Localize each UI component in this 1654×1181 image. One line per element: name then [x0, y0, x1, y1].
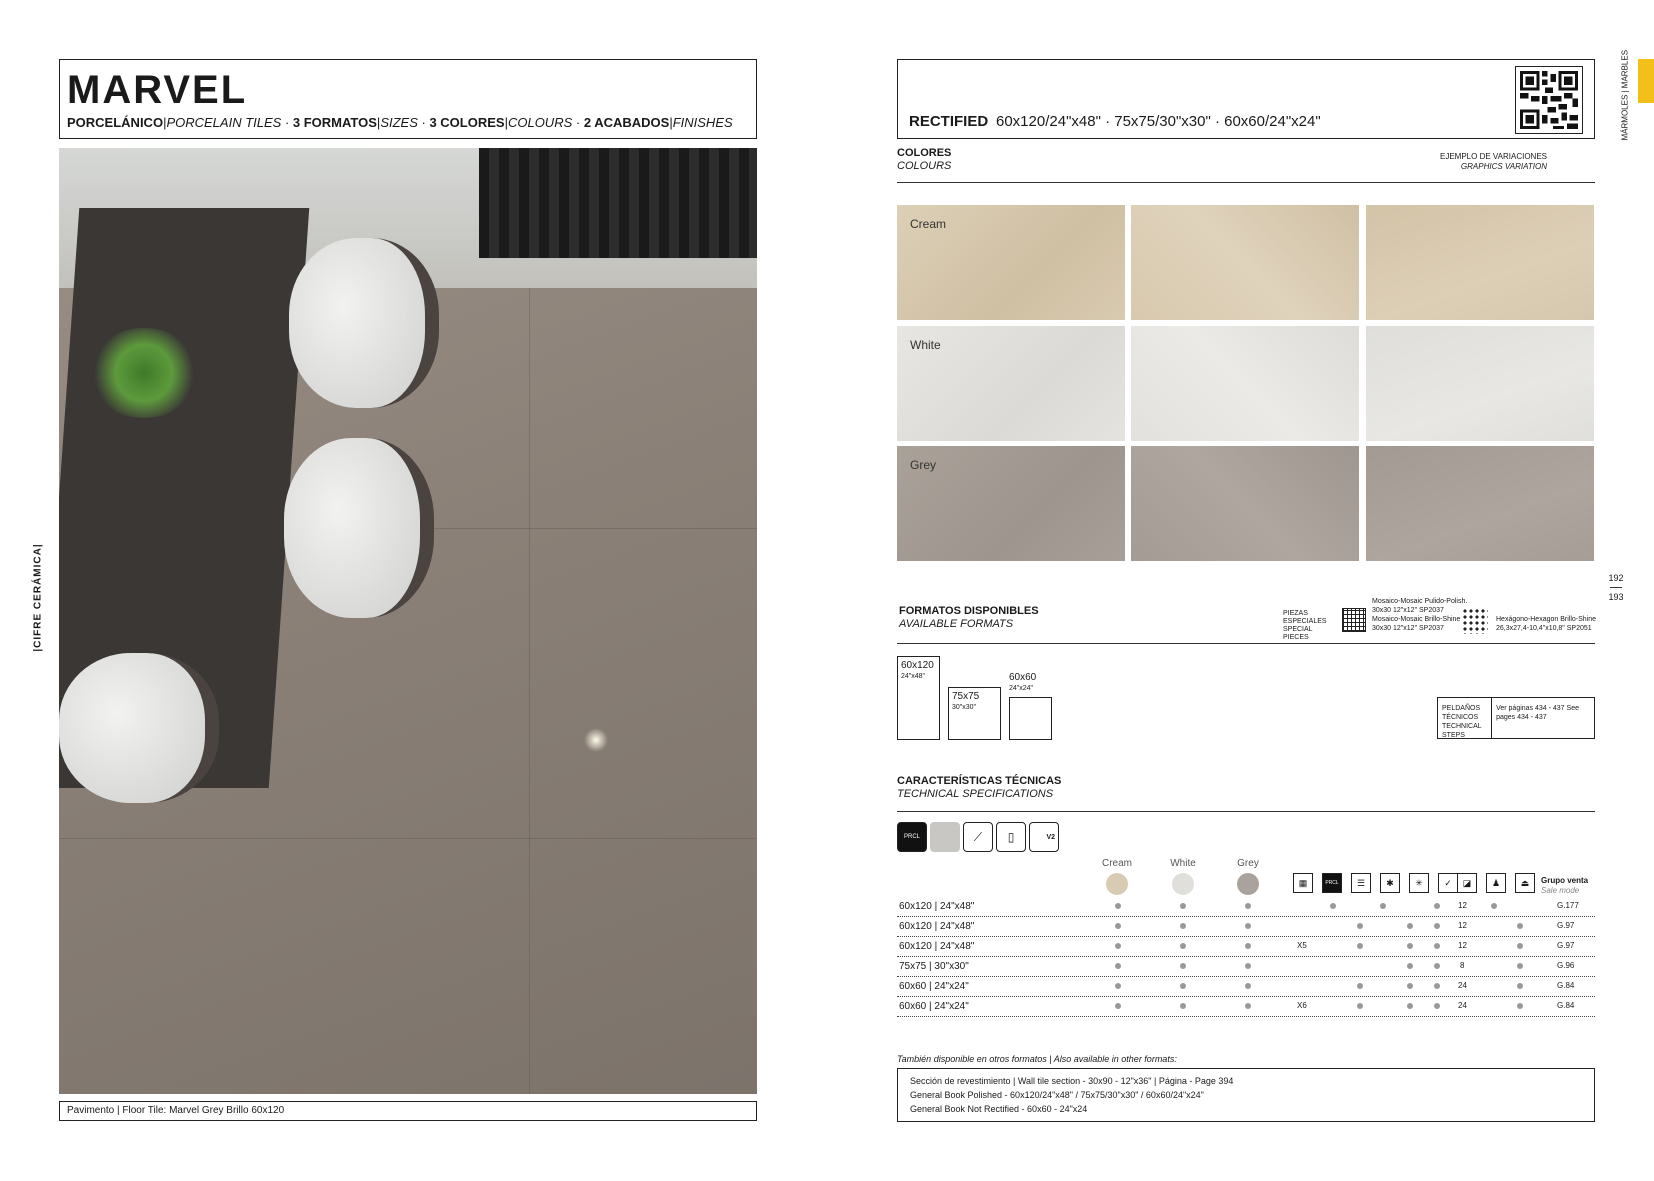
check-icon: ✓: [1438, 873, 1458, 893]
table-row: 60x120 | 24"x48" 12 G.177: [897, 897, 1595, 917]
format-60x120: 60x120 24"x48": [897, 656, 940, 740]
tile-cream-1: [897, 205, 1125, 320]
also-available-label: También disponible en otros formatos | Also available in other formats:: [897, 1054, 1177, 1064]
divider: [897, 182, 1595, 183]
mosaic-shine-label: Mosaico-Mosaic Brillo-Shine: [1372, 616, 1461, 623]
brand-side-label: |CIFRE CERÁMICA|: [32, 543, 44, 652]
table-row: 60x60 | 24"x24" X6 24 G.84: [897, 997, 1595, 1017]
tile-grey-3: [1366, 446, 1594, 561]
title-box: [59, 59, 757, 139]
also-available-box: Sección de revestimiento | Wall tile section - 30x90 - 12"x36" | Página - Page 394 General Book Polished - 60x120/24"x48" / 75x75/30"x30" / 60x60/24"x24" General Book Not Rectified - 60x60 - 24"x24: [897, 1068, 1595, 1122]
qr-code-icon[interactable]: [1515, 66, 1583, 134]
hexagon-label: Hexágono-Hexagon Brillo-Shine: [1496, 616, 1597, 623]
tile-cream-2: [1131, 205, 1359, 320]
special-pieces-label: PIEZAS ESPECIALES SPECIAL PIECES: [1283, 610, 1327, 641]
mosaic-shine-size: 30x30 12"x12" SP2037: [1372, 625, 1444, 632]
pieces-box-icon: ▦: [1293, 873, 1313, 893]
color-name: Grey: [910, 458, 937, 472]
tile-grey-2: [1131, 446, 1359, 561]
tile-gloss-icon: ▯: [996, 822, 1026, 852]
divider: [897, 643, 1595, 644]
color-swatch-icon: [930, 822, 960, 852]
table-row: 75x75 | 30"x30" 8 G.96: [897, 957, 1595, 977]
pallet-icon: ⏏: [1515, 873, 1535, 893]
col-grey: Grey: [1228, 858, 1268, 895]
section-tab-label: MÁRMOLES | MARBLES: [1620, 49, 1630, 141]
color-name: White: [910, 338, 941, 352]
table-row: 60x60 | 24"x24" 24 G.84: [897, 977, 1595, 997]
hexagon-icon: [1462, 608, 1488, 634]
tile-grey-1: [897, 446, 1125, 561]
col-cream: Cream: [1097, 858, 1137, 895]
colors-heading: COLORES COLOURS: [897, 147, 952, 172]
hexagon-size: 26,3x27,4-10,4"x10,8" SP2051: [1496, 625, 1592, 632]
photo-caption-box: [59, 1101, 757, 1121]
variations-label: EJEMPLO DE VARIACIONES GRAPHICS VARIATION: [1440, 152, 1547, 171]
format-60x60: [1009, 697, 1052, 740]
floor-slip-icon: ⟋: [963, 822, 993, 852]
technical-steps-box: PELDAÑOS TÉCNICOS TECHNICAL STEPS Ver páginas 434 - 437 See pages 434 - 437: [1437, 697, 1595, 739]
room-photo: [59, 148, 757, 1094]
col-white: White: [1163, 858, 1203, 895]
tech-specs-heading: CARACTERÍSTICAS TÉCNICAS TECHNICAL SPECIFICATIONS: [897, 775, 1062, 800]
tile-white-2: [1131, 326, 1359, 441]
mosaic-polish-label: Mosaico-Mosaic Pulido-Polish.: [1372, 598, 1468, 605]
formats-heading: FORMATOS DISPONIBLES AVAILABLE FORMATS: [899, 605, 1039, 630]
variation-v2-icon: V2: [1029, 822, 1059, 852]
photo-caption: Pavimento | Floor Tile: Marvel Grey Brillo 60x120: [67, 1105, 285, 1116]
group-label: Grupo venta Sale mode: [1541, 876, 1589, 895]
porcelain-col-icon: PRCL: [1322, 873, 1342, 893]
edge-icon: ◪: [1457, 873, 1477, 893]
frost-icon: ✱: [1380, 873, 1400, 893]
mosaic-polish-size: 30x30 12"x12" SP2037: [1372, 607, 1444, 614]
tile-cream-3: [1366, 205, 1594, 320]
thickness-icon: ☰: [1351, 873, 1371, 893]
page-title: MARVEL: [67, 68, 248, 112]
tile-white-3: [1366, 326, 1594, 441]
section-tab-marker: [1638, 59, 1654, 103]
snowflake-icon: ✳: [1409, 873, 1429, 893]
table-row: 60x120 | 24"x48" 12 G.97: [897, 917, 1595, 937]
page-numbers: 192 193: [1608, 573, 1624, 602]
divider: [897, 811, 1595, 812]
format-75x75: 75x75 30"x30": [948, 687, 1001, 740]
table-row: 60x120 | 24"x48" X5 12 G.97: [897, 937, 1595, 957]
color-name: Cream: [910, 217, 947, 231]
weight-icon: ♟: [1486, 873, 1506, 893]
format-60x60-label: 60x60 24"x24": [1009, 672, 1037, 692]
rectified-sizes: 60x120/24"x48" · 75x75/30"x30" · 60x60/24"x24": [996, 113, 1321, 130]
tile-white-1: [897, 326, 1125, 441]
rectified-label: RECTIFIED: [909, 113, 989, 130]
subtitle: PORCELÁNICO|PORCELAIN TILES · 3 FORMATOS|SIZES · 3 COLORES|COLOURS · 2 ACABADOS|FINISHES: [67, 115, 733, 130]
mosaic-grid-icon: [1342, 608, 1366, 632]
rectified-box: [897, 59, 1595, 139]
porcelain-icon: PRCL: [897, 822, 927, 852]
